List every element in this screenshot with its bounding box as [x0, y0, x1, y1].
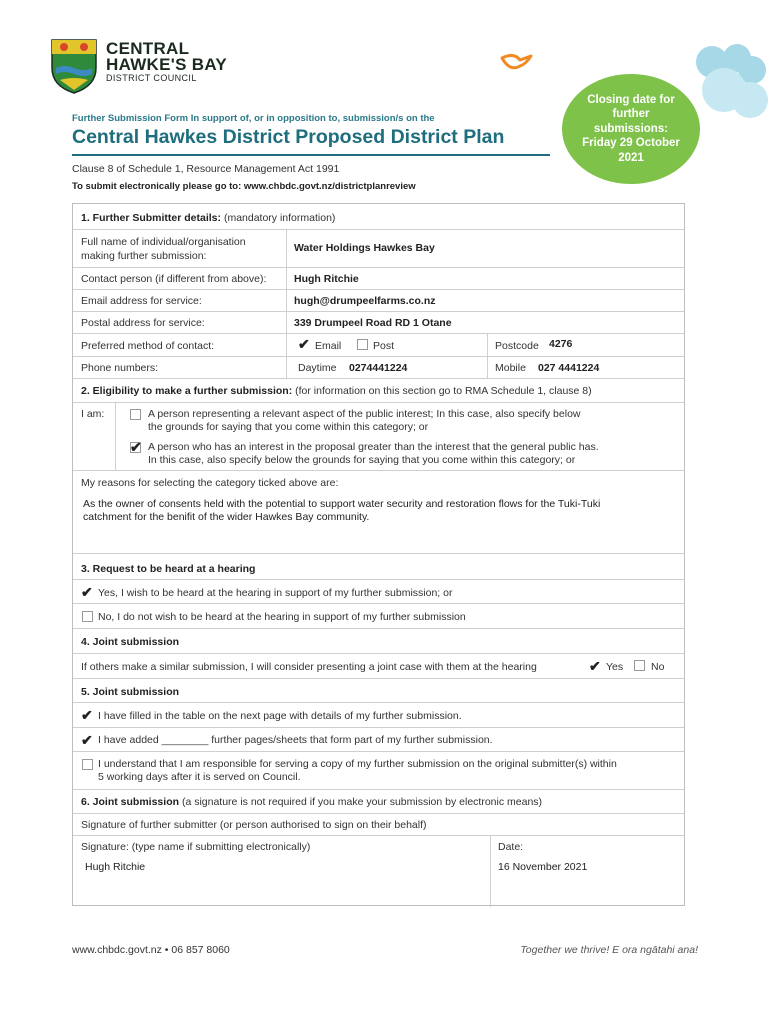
- public-interest-text: A person representing a relevant aspect of the public interest; In this case, also specify below: [148, 408, 581, 420]
- serving-row: [73, 752, 684, 790]
- reasons-row: [73, 471, 684, 554]
- signature-row: [73, 836, 684, 907]
- joint-case-question: If others make a similar submission, I will consider presenting a joint case with them at the hearing: [81, 661, 537, 673]
- closing-date-text: Closing date for further submissions: Friday 29 October 2021: [582, 93, 680, 164]
- email-field[interactable]: hugh@drumpeelfarms.co.nz: [294, 295, 436, 307]
- council-logo: [50, 38, 240, 96]
- bird-icon: [498, 52, 534, 76]
- greater-interest-tick-icon: ✔: [130, 439, 142, 455]
- joint-no-label: No: [651, 661, 665, 673]
- postcode-field[interactable]: 4276: [549, 338, 573, 350]
- section6-heading: 6. Joint submission (a signature is not required if you make your submission by electronic means): [81, 796, 543, 808]
- postal-field[interactable]: 339 Drumpeel Road RD 1 Otane: [294, 317, 452, 329]
- date-field[interactable]: 16 November 2021: [498, 861, 588, 873]
- name-row: [73, 230, 684, 268]
- contact-method-row: [73, 334, 684, 357]
- post-method-checkbox[interactable]: [357, 339, 368, 350]
- signature-label: Signature: (type name if submitting electronically): [81, 841, 311, 853]
- eligibility-row: [73, 403, 684, 471]
- org-name-line1: CENTRAL: [106, 39, 190, 58]
- signature-note-row: [73, 814, 684, 836]
- joint-yes-checkbox[interactable]: ✔: [589, 658, 601, 674]
- pages-added-row: [73, 728, 684, 752]
- section5-heading: 5. Joint submission: [81, 686, 180, 698]
- section1-heading: 1. Further Submitter details: (mandatory information): [81, 212, 336, 224]
- joint-yes-label: Yes: [606, 661, 624, 673]
- footer-slogan: Together we thrive! E ora ngātahi ana!: [520, 944, 698, 956]
- daytime-label: Daytime: [298, 362, 337, 374]
- hearing-no-checkbox[interactable]: [82, 611, 93, 622]
- daytime-field[interactable]: 0274441224: [349, 362, 408, 374]
- email-method-label: Email: [315, 340, 342, 352]
- footer-contact: www.chbdc.govt.nz • 06 857 8060: [72, 944, 230, 956]
- name-label: Full name of individual/organisation: [81, 236, 246, 248]
- name-field[interactable]: Water Holdings Hawkes Bay: [294, 242, 435, 254]
- hearing-no-text: No, I do not wish to be heard at the hearing in support of my further submission: [98, 611, 466, 623]
- mobile-field[interactable]: 027 4441224: [538, 362, 600, 374]
- serving-text-2: 5 working days after it is served on Council.: [98, 771, 301, 783]
- council-crest-icon: [50, 38, 98, 94]
- date-label: Date:: [498, 841, 524, 853]
- submit-note: To submit electronically please go to: www.chbdc.govt.nz/districtplanreview: [72, 181, 416, 192]
- contact-method-label: Preferred method of contact:: [81, 340, 215, 352]
- name-label-2: making further submission:: [81, 250, 207, 262]
- serving-checkbox[interactable]: [82, 759, 93, 770]
- table-filled-row: [73, 703, 684, 728]
- contact-field[interactable]: Hugh Ritchie: [294, 273, 359, 285]
- public-interest-checkbox[interactable]: [130, 409, 141, 420]
- joint-case-row: [73, 654, 684, 679]
- email-row: [73, 290, 684, 312]
- section2-heading-row: [73, 379, 684, 403]
- phone-label: Phone numbers:: [81, 362, 159, 374]
- table-filled-checkbox[interactable]: ✔: [81, 707, 93, 723]
- section6-heading-row: [73, 790, 684, 814]
- greater-interest-text-2: In this case, also specify below the grounds for saying that you come within this category; or: [148, 454, 576, 466]
- submission-form: [72, 203, 685, 906]
- title-divider: [72, 154, 550, 156]
- post-method-label: Post: [373, 340, 395, 352]
- pages-added-checkbox[interactable]: ✔: [81, 732, 93, 748]
- hearing-yes-checkbox[interactable]: ✔: [81, 584, 93, 600]
- iam-label: I am:: [81, 408, 105, 420]
- clause-text: Clause 8 of Schedule 1, Resource Management Act 1991: [72, 163, 340, 175]
- section2-heading: 2. Eligibility to make a further submission: (for information on this section go to RMA Schedule 1, clause 8): [81, 385, 592, 397]
- section1-heading-row: [73, 204, 684, 230]
- section3-heading-row: [73, 554, 684, 580]
- pages-added-text: I have added ________ further pages/sheets that form part of my further submission.: [98, 734, 493, 746]
- signature-note: Signature of further submitter (or person authorised to sign on their behalf): [81, 819, 427, 831]
- section5-heading-row: [73, 679, 684, 703]
- table-filled-text: I have filled in the table on the next page with details of my further submission.: [98, 710, 462, 722]
- section3-heading: 3. Request to be heard at a hearing: [81, 563, 256, 575]
- mobile-label: Mobile: [495, 362, 526, 374]
- org-name-line2: HAWKE'S BAY: [106, 55, 228, 74]
- org-name-line3: DISTRICT COUNCIL: [106, 73, 197, 83]
- reasons-text[interactable]: As the owner of consents held with the potential to support water security and restoration flows for the Tuki-Tuki: [83, 498, 601, 510]
- contact-label: Contact person (if different from above):: [81, 273, 267, 285]
- signature-field[interactable]: Hugh Ritchie: [85, 861, 146, 873]
- reasons-text-2[interactable]: catchment for the benifit of the wider Hawkes Bay community.: [83, 511, 370, 523]
- section4-heading-row: [73, 629, 684, 654]
- email-label: Email address for service:: [81, 295, 202, 307]
- email-method-checkbox[interactable]: ✔: [298, 336, 310, 352]
- hearing-no-row: [73, 604, 684, 629]
- form-subtitle: Further Submission Form In support of, or in opposition to, submission/s on the: [72, 113, 435, 124]
- contact-row: [73, 268, 684, 290]
- postcode-label: Postcode: [495, 340, 539, 352]
- joint-no-checkbox[interactable]: [634, 660, 645, 671]
- postal-row: [73, 312, 684, 334]
- serving-text: I understand that I am responsible for serving a copy of my further submission on the original submitter(s) within: [98, 758, 617, 770]
- hearing-yes-row: [73, 580, 684, 604]
- postal-label: Postal address for service:: [81, 317, 205, 329]
- section4-heading: 4. Joint submission: [81, 636, 180, 648]
- phone-row: [73, 357, 684, 379]
- closing-date-badge: [562, 74, 700, 184]
- reasons-label: My reasons for selecting the category ticked above are:: [81, 477, 339, 489]
- page-title: Central Hawkes District Proposed District Plan: [72, 126, 505, 148]
- public-interest-text-2: the grounds for saying that you come within this category; or: [148, 421, 429, 433]
- greater-interest-text: A person who has an interest in the proposal greater than the interest that the general public has.: [148, 441, 599, 453]
- hearing-yes-text: Yes, I wish to be heard at the hearing in support of my further submission; or: [98, 587, 453, 599]
